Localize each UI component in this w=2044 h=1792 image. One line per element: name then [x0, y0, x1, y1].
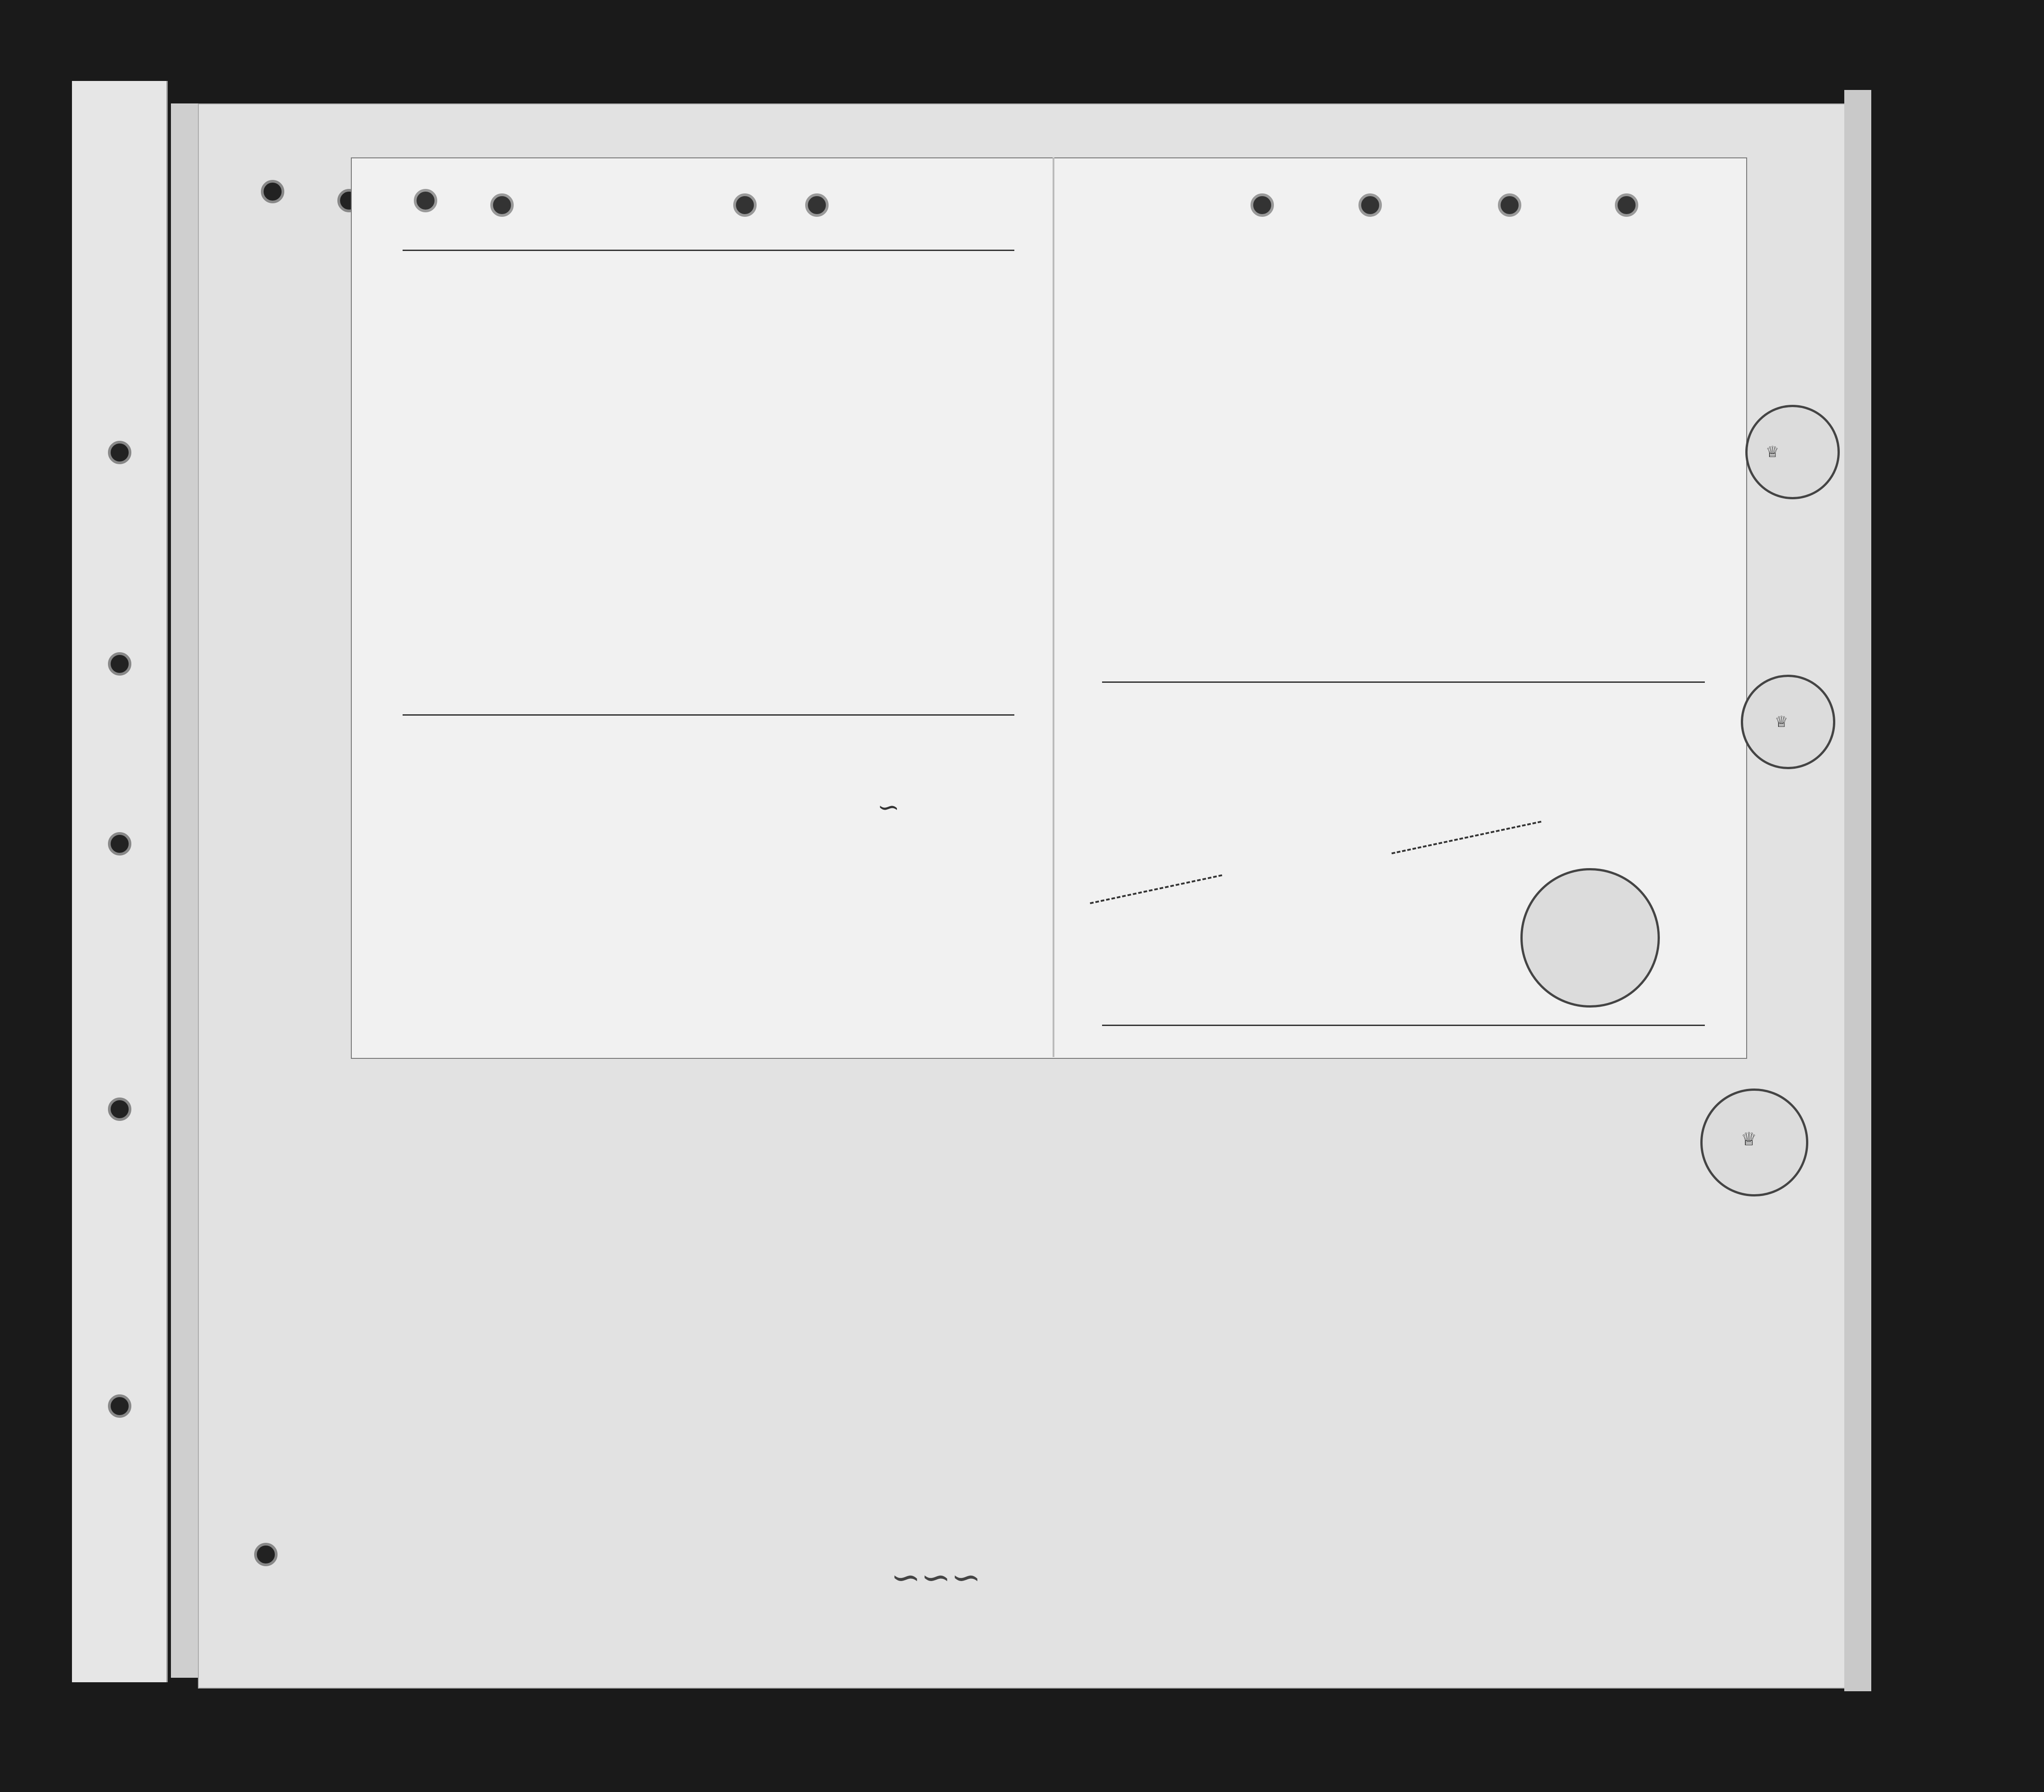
- binder-hole: [108, 832, 131, 856]
- signed-on-table: [403, 250, 1014, 716]
- form-hole: [805, 193, 829, 217]
- binder-hole: [108, 1394, 131, 1418]
- binder-hole: [254, 1543, 278, 1566]
- eagle-icon: ♕: [1775, 713, 1788, 731]
- master-signature: ∽: [877, 792, 900, 823]
- eagle-icon: ♕: [1741, 1129, 1757, 1150]
- binder-hole: [108, 1098, 131, 1121]
- binder-hole: [108, 441, 131, 464]
- consulate-stamp: [1700, 1089, 1808, 1196]
- consulate-stamp: [1741, 675, 1835, 769]
- form-hole: [1498, 193, 1521, 217]
- right-page-edge: [1844, 90, 1871, 1691]
- consulate-stamp: [1745, 405, 1840, 499]
- form-hole: [1615, 193, 1638, 217]
- binder-hole: [108, 652, 131, 676]
- inspector-signature: ∽∽∽: [891, 1556, 982, 1598]
- left-page-strip: [72, 81, 168, 1682]
- form-fold: [1053, 157, 1054, 1057]
- eagle-icon: ♕: [1766, 443, 1780, 461]
- form-hole: [490, 193, 514, 217]
- binder-hole: [261, 180, 284, 203]
- form-hole: [733, 193, 757, 217]
- form-hole: [414, 189, 437, 212]
- form-hole: [1251, 193, 1274, 217]
- form-hole: [1358, 193, 1382, 217]
- receipt-seal: [1520, 868, 1660, 1008]
